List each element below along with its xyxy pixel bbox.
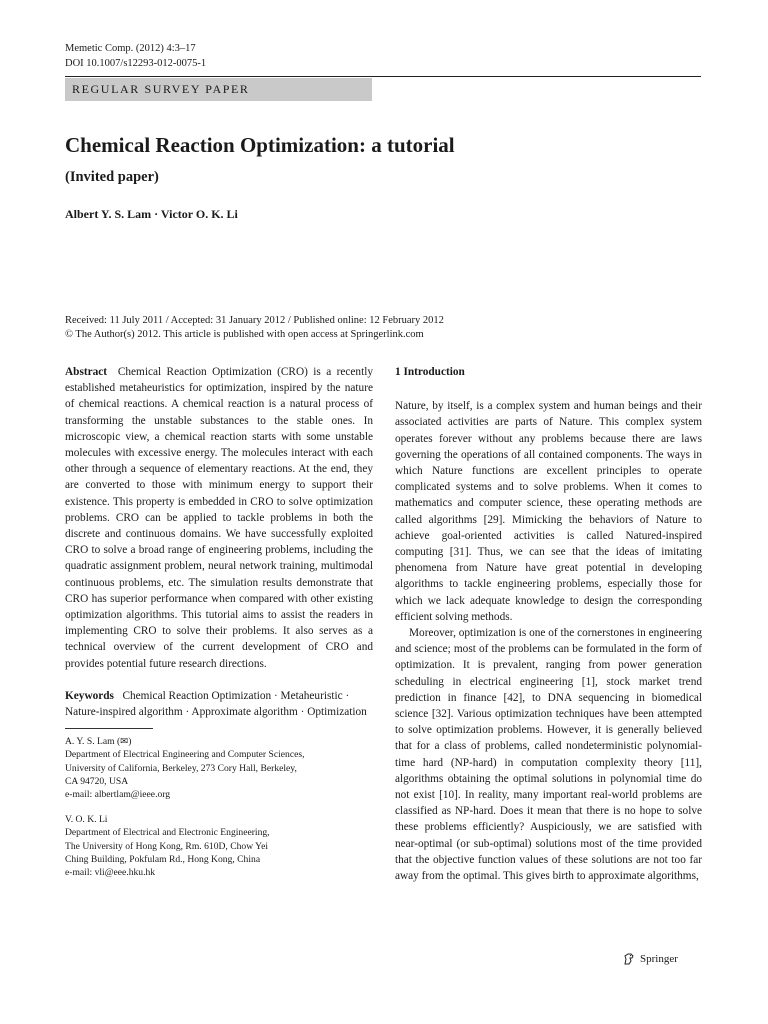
paper-authors: Albert Y. S. Lam · Victor O. K. Li xyxy=(65,207,238,221)
affiliation-email: e-mail: albertlam@ieee.org xyxy=(65,789,171,801)
keywords-text: Chemical Reaction Optimization · Metaheuristic · Nature-inspired algorithm · Approximate algorithm · Optimization xyxy=(65,689,367,719)
affiliation-line: Ching Building, Pokfulam Rd., Hong Kong, China xyxy=(65,853,261,865)
paper-title: Chemical Reaction Optimization: a tutorial xyxy=(65,133,455,157)
doi: DOI 10.1007/s12293-012-0075-1 xyxy=(65,58,207,69)
journal-citation: Memetic Comp. (2012) 4:3–17 xyxy=(65,43,196,54)
publisher-name: Springer xyxy=(640,953,678,965)
footnote-rule xyxy=(65,728,153,729)
affiliation-name: V. O. K. Li xyxy=(65,814,108,826)
affiliation-line: The University of Hong Kong, Rm. 610D, Chow Yei xyxy=(65,840,269,852)
affiliation-email: e-mail: vli@eee.hku.hk xyxy=(65,867,156,879)
category-band xyxy=(65,78,372,101)
header-rule xyxy=(65,76,701,77)
affiliation-line: CA 94720, USA xyxy=(65,775,129,787)
intro-paragraph-1: Nature, by itself, is a complex system and human beings and their associated activities are parts of Nature. This complex system operates forever without any problems because there are laws governing the operations of all contained components. The ways in which Nature functions are excellent principles to operate complicated systems and to solve problems. When it comes to mathematics and computer science, these operating methods are called algorithms [29]. Mimicking the behaviors of Nature to achieve goal-oriented activities is called Natured-inspired computing [31]. Thus, we can see that the ideas of imitating phenomena from Nature have great potential in developing algorithms to tackle engineering problems, especially those for which we lack adequate knowledge to design the corresponding efficient solving methods. xyxy=(395,400,702,623)
abstract xyxy=(65,364,373,672)
abstract-label: Abstract xyxy=(65,366,108,378)
right-column xyxy=(395,364,702,884)
springer-horse-icon xyxy=(622,952,636,966)
intro-paragraph-2: Moreover, optimization is one of the cornerstones in engineering and science; most of the problems can be formulated in the form of optimization. It is prevalent, ranging from power generation scheduling in electrical engineering [1], stock market trend prediction in finance [42], to DNA sequencing in biomedical science [32]. Various optimization techniques have been attempted to solve optimization problems. However, it is generally believed that for a class of problems, called nondeterministic polynomial-time hard (NP-hard) in computation complexity theory [11], algorithms obtaining the optimal solutions in polynomial time do not exist [10]. In reality, many important real-world problems are classified as NP-hard. Does it mean that there is no hope to solve these problems efficiently? Auspiciously, we are satisfied with near-optimal (or sub-optimal) solutions most of the time provided that the objective function values of these solutions are not too far away from the optimal. This gives birth to approximate algorithms, xyxy=(395,627,702,883)
publication-history xyxy=(65,314,444,342)
category-label: REGULAR SURVEY PAPER xyxy=(72,82,250,96)
affiliation-name: A. Y. S. Lam (✉) xyxy=(65,736,132,748)
affiliation-line: Department of Electrical Engineering and Computer Sciences, xyxy=(65,749,305,761)
affiliation-line: Department of Electrical and Electronic Engineering, xyxy=(65,827,270,839)
abstract-text: Chemical Reaction Optimization (CRO) is a recently established metaheuristics for optimization, inspired by the nature of chemical reactions. A chemical reaction is a natural process of transforming the unstable substances to the stable ones. In microscopic view, a chemical reaction starts with some unstable molecules with excessive energy. The molecules interact with each other through a sequence of elementary reactions. At the end, they are converted to those with minimum energy to support their existence. This property is embedded in CRO to solve optimization problems. CRO can be applied to tackle problems in both the discrete and continuous domains. We have successfully exploited CRO to solve a broad range of engineering problems, including the quadratic assignment problem, neural network training, multimodal continuous problems, etc. The simulation results demonstrate that CRO has superior performance when compared with other existing optimization algorithms. This tutorial aims to assist the readers in implementing CRO to solve their problems. It also serves as a technical overview of the current development of CRO and provides potential future research directions. xyxy=(65,366,373,670)
affiliation-line: University of California, Berkeley, 273 Cory Hall, Berkeley, xyxy=(65,762,297,774)
copyright-notice: © The Author(s) 2012. This article is published with open access at Springerlink.com xyxy=(65,329,424,340)
section-heading: 1 Introduction xyxy=(395,366,465,378)
affiliation-lam xyxy=(65,735,373,801)
keywords-label: Keywords xyxy=(65,689,114,702)
affiliation-li xyxy=(65,813,373,879)
paper-subtitle: (Invited paper) xyxy=(65,169,159,185)
keywords xyxy=(65,688,373,720)
received-dates: Received: 11 July 2011 / Accepted: 31 January 2012 / Published online: 12 February 2012 xyxy=(65,315,444,326)
publisher-mark xyxy=(622,952,678,966)
left-column xyxy=(65,364,373,879)
